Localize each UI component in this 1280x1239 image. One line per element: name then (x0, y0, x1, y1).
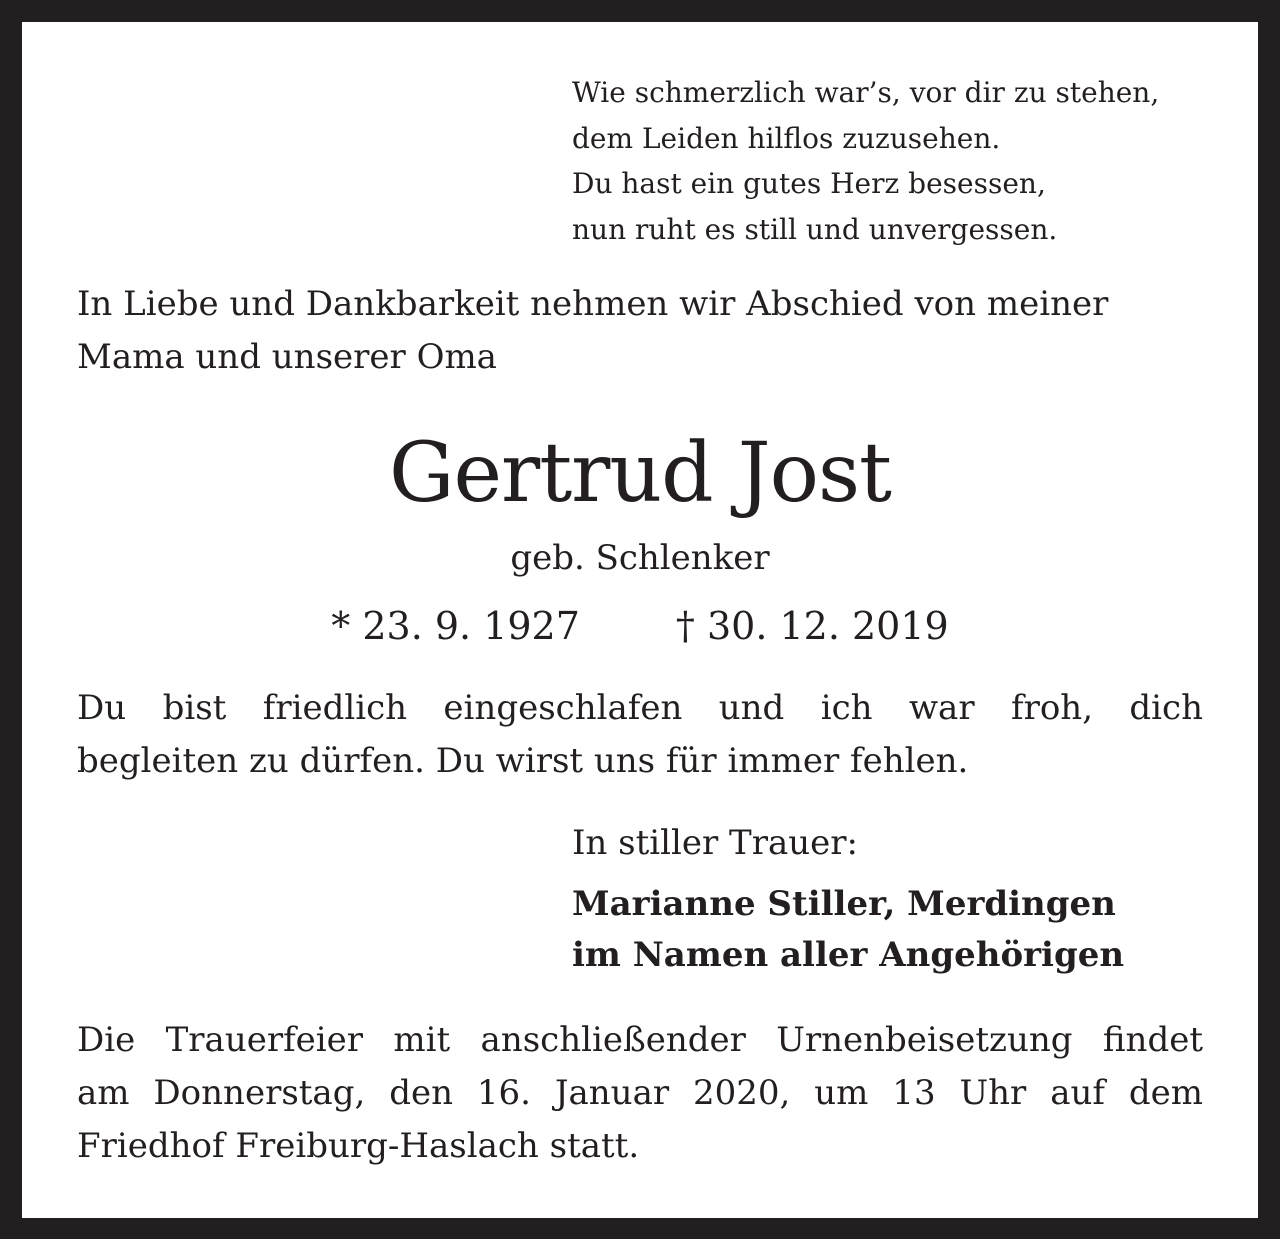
farewell-line: begleiten zu dürfen. Du wirst uns für immer fehlen. (77, 741, 969, 781)
poem-line: nun ruht es still und unvergessen. (572, 212, 1058, 246)
obituary-notice (22, 22, 1258, 1218)
maiden-name: geb. Schlenker (510, 538, 770, 578)
funeral-service-info (77, 1014, 1203, 1173)
poem-line: dem Leiden hilflos zuzusehen. (572, 121, 1001, 155)
mourner-line: im Namen aller Angehörigen (572, 935, 1125, 975)
poem-line: Wie schmerzlich war’s, vor dir zu stehen, (572, 76, 1160, 109)
farewell-text (77, 682, 1203, 788)
service-line: am Donnerstag, den 16. Januar 2020, um 13 Uhr auf dem (77, 1073, 1203, 1113)
farewell-line: Du bist friedlich eingeschlafen und ich war froh, dich (77, 688, 1203, 728)
memorial-poem (572, 70, 1159, 252)
service-line: Friedhof Freiburg-Haslach statt. (77, 1126, 640, 1166)
life-dates (22, 599, 1258, 653)
mourners-list (572, 879, 1124, 981)
intro-line: Mama und unserer Oma (77, 337, 497, 377)
deceased-name: Gertrud Jost (388, 426, 892, 521)
service-line: Die Trauerfeier mit anschließender Urnenbeisetzung findet (77, 1020, 1203, 1060)
death-date: † 30. 12. 2019 (675, 604, 949, 648)
intro-line: In Liebe und Dankbarkeit nehmen wir Abschied von meiner (77, 284, 1109, 324)
mourner-line: Marianne Stiller, Merdingen (572, 884, 1116, 924)
farewell-intro (77, 278, 1108, 384)
birth-date: * 23. 9. 1927 (331, 604, 580, 648)
poem-line: Du hast ein gutes Herz besessen, (572, 167, 1046, 200)
mourning-heading: In stiller Trauer: (572, 823, 858, 863)
